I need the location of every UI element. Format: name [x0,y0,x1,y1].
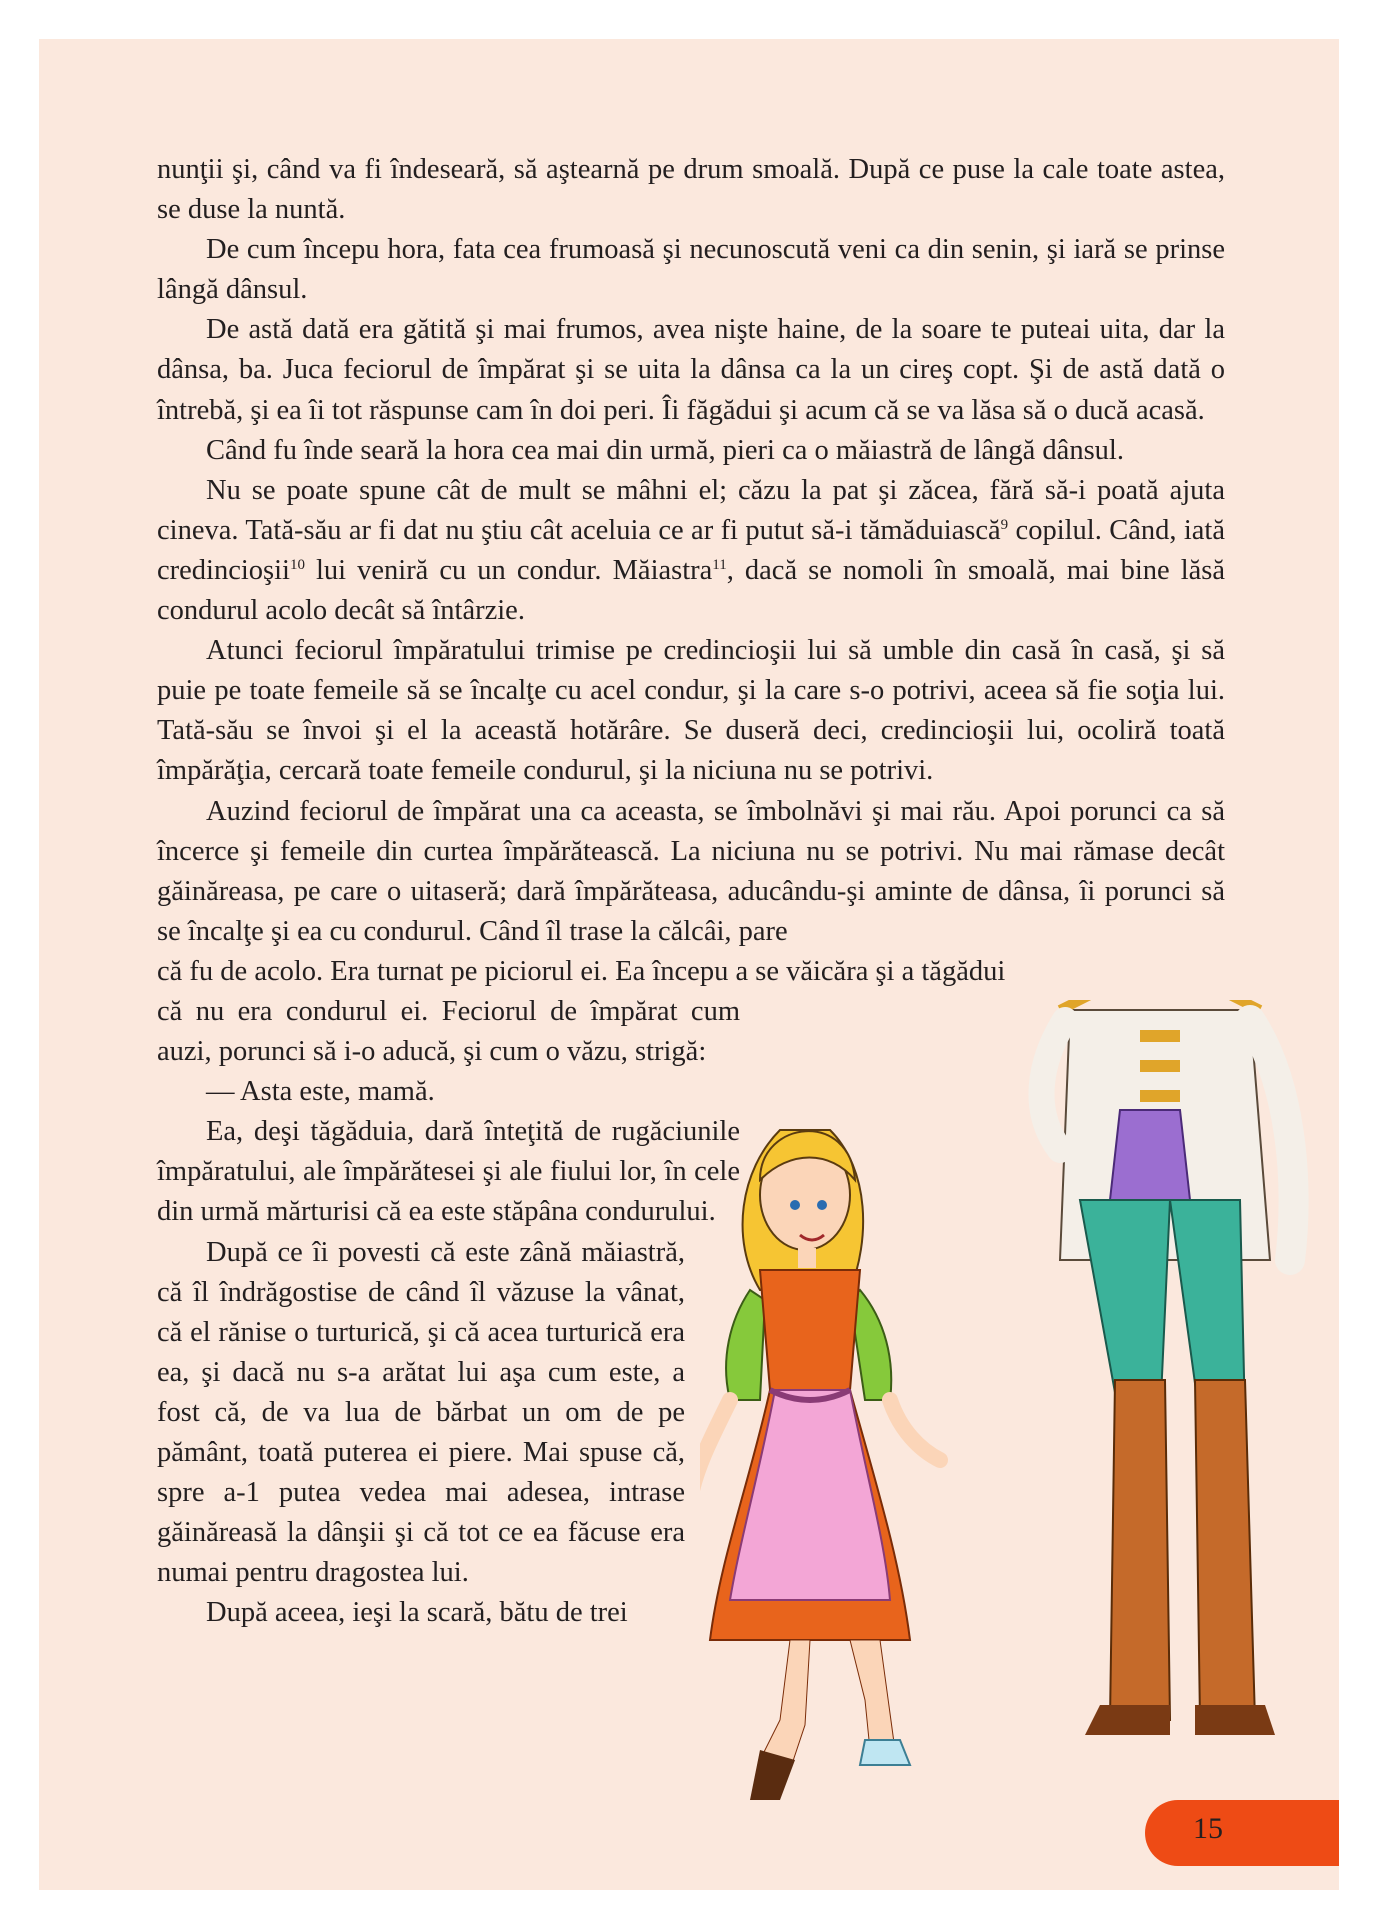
paragraph: Auzind feciorul de împărat una ca aceasta, se îmbolnăvi şi mai rău. Apoi porunci ca să încerce şi femeile din curtea împărătească. La niciuna nu se potrivi. Nu mai rămase decât găinăreasa, pe care o uitaseră; dară împărăteasa, aducându-şi aminte de dânsa, îi porunci să se încalţe şi ea cu condurul. Când îl trase la călcâi, pare [157,795,1225,947]
footnote-marker: 10 [289,556,305,573]
cinderella-figure [700,1130,940,1800]
paragraph: nunţii şi, când va fi îndeseară, să aştearnă pe drum smoală. După ce puse la cale toate astea, se duse la nuntă. [157,154,1225,226]
paragraph: că fu de acolo. Era turnat pe piciorul ei. Ea începu a se văicăra şi a tăgădui [157,955,1006,987]
paragraph [157,471,1225,631]
footnote-marker: 9 [1000,516,1009,533]
paragraph-part: copilul. Când, iată credincioşii [157,514,1225,586]
cinderella-prince-illustration [700,1000,1340,1820]
page-number: 15 [1193,1812,1223,1845]
footnote-marker: 11 [712,556,727,573]
paragraph: De astă dată era gătită şi mai frumos, avea nişte haine, de la soare te puteai uita, dar la dânsa, ba. Juca feciorul de împărat şi se uita la dânsa ca la un cireş copt. Şi de astă dată o întrebă, şi ea îi tot răspunse cam în doi peri. Îi făgădui şi acum că se va lăsa să o ducă acasă. [157,314,1225,426]
prince-figure [1041,1000,1293,1735]
paragraph: Ea, deşi tăgăduia, dară înteţită de rugăciunile împăratului, ale împărătesei şi ale fiului lor, în cele din urmă mărturisi că ea este stăpâna condurului. [157,1116,740,1228]
paragraph-part: Nu se poate spune cât de mult se mâhni el; căzu la pat şi zăcea, fără să-i poată ajuta cineva. Tată-său ar fi dat nu ştiu cât aceluia ce ar fi putut să-i tămăduiască [157,474,1225,546]
paragraph-part: , dacă se nomoli în smoală, mai bine lăsă condurul acolo decât să întârzie. [157,554,1225,627]
paragraph: — Asta este, mamă. [206,1076,435,1108]
page-number-tab [1145,1800,1339,1866]
paragraph: După aceea, ieşi la scară, bătu de trei [206,1597,628,1629]
paragraph: De cum începu hora, fata cea frumoasă şi necunoscută veni ca din senin, şi iară se prinse lângă dânsul. [157,234,1225,306]
paragraph: După ce îi povesti că este zână măiastră, că îl îndrăgostise de când îl văzuse la vânat, că el rănise o turturică, şi că acea turturică era ea, şi dacă nu s-a arătat lui aşa cum este, a fost că, de va lua de bărbat un om de pe pământ, toată puterea ei piere. Mai spuse că, spre a-1 putea vedea mai adesea, intrase găinăreasă la dânşii şi că tot ce ea făcuse era numai pentru dragostea lui. [157,1236,685,1589]
paragraph: Când fu înde seară la hora cea mai din urmă, pieri ca o măiastră de lângă dânsul. [206,434,1124,466]
paragraph: Atunci feciorul împăratului trimise pe credincioşii lui să umble din casă în casă, şi să puie pe toate femeile să se încalţe cu acel condur, şi la care s-o potrivi, aceea să fie soţia lui. Tată-său se învoi şi el la această hotărâre. Se duseră deci, credincioşii lui, ocoliră toată împărăţia, cercară toate femeile condurul, şi la niciuna nu se potrivi. [157,635,1225,787]
paragraph: că nu era condurul ei. Feciorul de împărat cum auzi, porunci să i-o aducă, şi cum o văzu, strigă: [157,995,740,1068]
paragraph-part: lui veniră cu un condur. Măiastra [304,554,713,586]
